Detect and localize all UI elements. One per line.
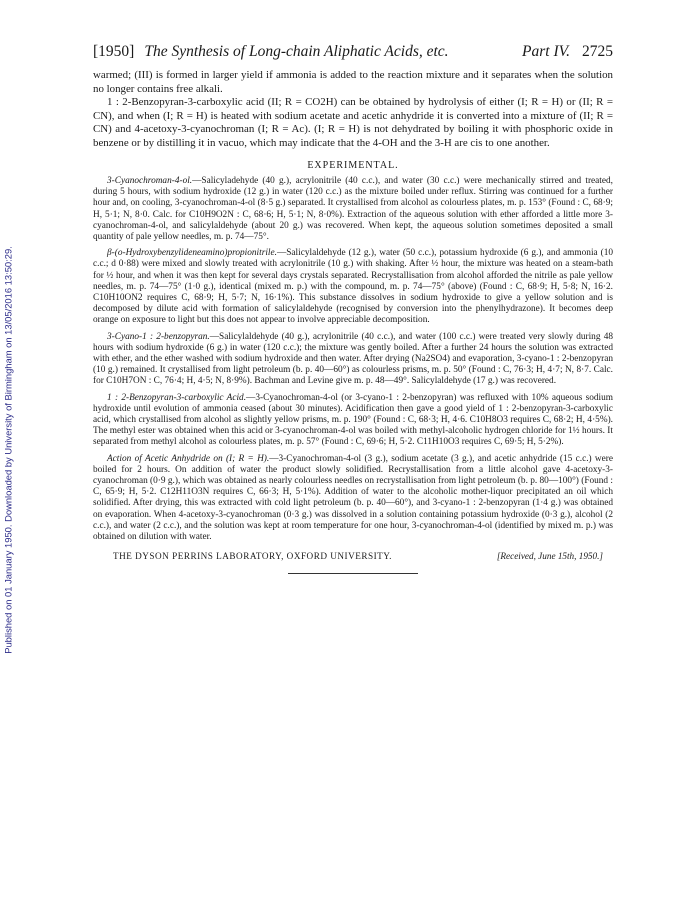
laboratory-credit: THE DYSON PERRINS LABORATORY, OXFORD UNIVERSITY. bbox=[113, 551, 392, 562]
paragraph-text: —Salicyladehyde (40 g.), acrylonitrile (40 c.c.), and water (30 c.c.) were mechanically stirred and treated, during 5 hours, with sodium hydroxide (12 g.) in water (120 c.c.) as the mixture boiled under reflux. Stirring was continued for a further hour and, on cooling, 3-cyanochroman-4-ol (8·5 g.) separated. It crystallised from alcohol as colourless plates, m. p. 153° (Found : C, 68·9; H, 5·1; N, 8·0. Calc. for C10H9O2N : C, 68·6; H, 5·1; N, 8·0%). Extraction of the aqueous solution with ether afforded a little more 3-cyanochroman-4-ol, and salicylaldehyde (about 20 g.) was recovered. When kept, the aqueous solution sometimes deposited a small quantity of pale yellow needles, m. p. 74—75°. bbox=[93, 176, 613, 243]
intro-paragraph: 1 : 2-Benzopyran-3-carboxylic acid (II; R = CO2H) can be obtained by hydrolysis of either (I; R = H) or (II; R = CN), and when (I; R = H) is heated with sodium acetate and acetic anhydride it is converted into a mixture of (II; R = CN) and 4-acetoxy-3-cyanochroman (I; R = Ac). (I; R = H) is not dehydrated by boiling it with phosphoric oxide in benzene or by distilling it in vacuo, which may indicate that the 4-OH and the 3-H are cis to one another. bbox=[93, 96, 613, 149]
paragraph-text: —3-Cyanochroman-4-ol (3 g.), sodium acetate (3 g.), and acetic anhydride (15 c.c.) were boiled for 2 hours. On addition of water the product slowly solidified. Recrystallisation from a little alcohol gave 4-acetoxy-3-cyanochroman (0·9 g.), which was obtained as nearly colourless needles on recrystallisation from light petroleum (b. p. 80—100°) (Found : C, 65·9; H, 5·2. C12H11O3N requires C, 66·3; H, 5·1%). Addition of water to the alcoholic mother-liquor precipitated an oil which solidified. After drying, this was extracted with cold light petroleum (b. p. 40—60°), and 3-cyano-1 : 2-benzopyran (1·4 g.) was obtained on evaporation. When 4-acetoxy-3-cyanochroman (0·3 g.) was dissolved in a solution containing potassium hydroxide (0·3 g.), alcohol (2 c.c.), and water (2 c.c.), and the solution was kept at room temperature for one hour, 3-cyanochroman-4-ol (identified by mixed m. p.) was obtained on dilution with water. bbox=[93, 453, 613, 543]
header-part: Part IV. bbox=[522, 43, 570, 60]
download-note: Published on 01 January 1950. Downloaded by University of Birmingham on 13/05/2016 13:50:29. bbox=[2, 246, 14, 654]
section-title: EXPERIMENTAL. bbox=[307, 160, 399, 171]
header-right bbox=[522, 43, 613, 61]
page-number: 2725 bbox=[582, 43, 613, 60]
header-title: The Synthesis of Long-chain Aliphatic Acids, etc. bbox=[144, 43, 449, 60]
running-header bbox=[93, 43, 613, 61]
header-year: [1950] bbox=[93, 43, 135, 60]
paragraph-text: —3-Cyanochroman-4-ol (or 3-cyano-1 : 2-benzopyran) was refluxed with 10% aqueous sodium hydroxide until evolution of ammonia ceased (about 30 minutes). Acidification then gave a good yield of 1 : 2-benzopyran-3-carboxylic acid, which crystallised from alcohol as slightly yellow prisms, m. p. 190° (Found : C, 68·3; H, 4·6. C10H8O3 requires C, 68·2; H, 4·5%). The methyl ester was obtained when this acid or 3-cyanochroman-4-ol was boiled with methyl-alcoholic hydrogen chloride for 1½ hours. It separated from methyl alcohol as colourless plates, m. p. 57° (Found : C, 69·6; H, 5·2. C11H10O3 requires C, 69·5; H, 5·2%). bbox=[93, 392, 614, 448]
experimental-paragraph bbox=[93, 248, 613, 326]
end-rule bbox=[288, 573, 418, 574]
paragraph-text: —Salicylaldehyde (40 g.), acrylonitrile (40 c.c.), and water (100 c.c.) were treated very slowly during 48 hours with sodium hydroxide (6 g.) in water (120 c.c.); the mixture was gently boiled. After a further 24 hours the solution was extracted with ether, and the ether washed with sodium hydroxide and then water. After drying (Na2SO4) and evaporation, 3-cyano-1 : 2-benzopyran (10 g.) remained. It crystallised from light petroleum (b. p. 40—60°) as colourless prisms, m. p. 50° (Found : C, 76·3; H, 4·7; N, 8·7. Calc. for C10H7ON : C, 76·4; H, 4·5; N, 8·9%). Bachman and Levine give m. p. 48—49°. Salicylaldehyde (17 g.) was recovered. bbox=[93, 331, 613, 387]
received-date: [Received, June 15th, 1950.] bbox=[496, 551, 603, 562]
article-footer bbox=[93, 551, 613, 561]
article-page bbox=[93, 43, 613, 574]
header-left bbox=[93, 43, 449, 61]
experimental-paragraph bbox=[93, 332, 613, 388]
paragraph-heading: β-(o-Hydroxybenzylideneamino)propionitrile. bbox=[107, 248, 277, 259]
experimental-paragraph bbox=[93, 393, 613, 449]
paragraph-heading: 3-Cyano-1 : 2-benzopyran. bbox=[107, 331, 210, 342]
intro-paragraph: warmed; (III) is formed in larger yield if ammonia is added to the reaction mixture and it separates when the solution no longer contains free alkali. bbox=[93, 69, 613, 95]
paragraph-heading: Action of Acetic Anhydride on (I; R = H). bbox=[107, 453, 270, 464]
experimental-paragraph bbox=[93, 176, 613, 243]
experimental-paragraph bbox=[93, 454, 613, 544]
paragraph-heading: 1 : 2-Benzopyran-3-carboxylic Acid. bbox=[107, 392, 247, 403]
paragraph-text: —Salicylaldehyde (12 g.), water (50 c.c.), potassium hydroxide (6 g.), and ammonia (10 c.c.; d 0·88) were mixed and slowly treated with acrylonitrile (10 g.) with shaking. After ½ hour, the mixture was heated on a steam-bath for ½ hour, and when it was then kept for several days crystals separated. Recrystallisation from alcohol afforded the nitrile as pale yellow needles, m. p. 74—75° (1·0 g.), identical (mixed m. p.) with the compound, m. p. 74—75° (above) (Found : C, 68·9; H, 5·8; N, 16·2. C10H10ON2 requires C, 68·9; H, 5·7; N, 16·1%). This substance dissolves in sodium hydroxide to give a yellow solution and is decomposed by dilute acid with formation of salicylaldehyde (recognised by conversion into the phenylhydrazone). It becomes deep orange on exposure to light but this does not appear to involve appreciable decomposition. bbox=[93, 248, 613, 326]
paragraph-heading: 3-Cyanochroman-4-ol. bbox=[107, 176, 193, 186]
